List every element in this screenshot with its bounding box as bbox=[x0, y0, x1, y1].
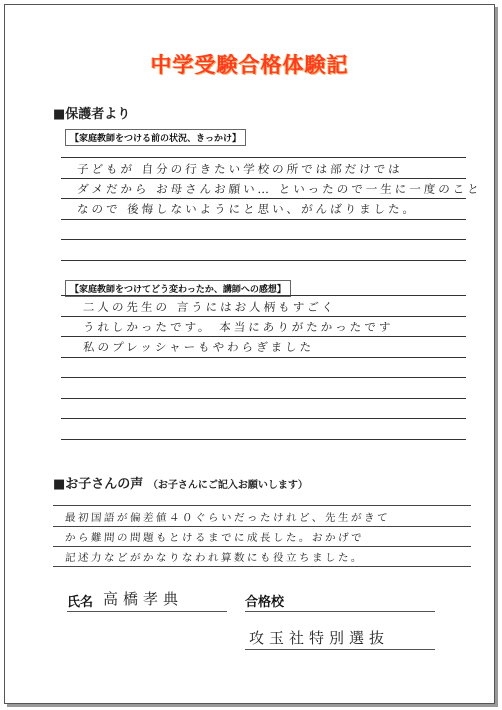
testimonial-sheet bbox=[4, 4, 495, 704]
q1-answer-line-1: 子どもが 自分の行きたい学校の所では部だけでは bbox=[76, 162, 404, 176]
q2-answer-line-3: 私のプレッシャーもやわらぎました bbox=[82, 340, 315, 354]
name-value: 高橋孝典 bbox=[103, 590, 184, 608]
child-answer-line-1: 最初国語が偏差値４０ぐらいだったけれど、先生がきて bbox=[64, 512, 391, 524]
school-underline bbox=[245, 649, 435, 650]
child-section-heading bbox=[53, 473, 308, 492]
q1-prompt: 【家庭教師をつける前の状況、きっかけ】 bbox=[65, 129, 246, 146]
school-label: 合格校 bbox=[245, 595, 285, 610]
child-section-title: ■お子さんの声 bbox=[53, 477, 144, 492]
q1-answer-line-3: なので 後悔しないようにと思い、がんばりました。 bbox=[76, 202, 418, 216]
page-title: 中学受験合格体験記 bbox=[150, 53, 349, 77]
parent-section-heading: ■保護者より bbox=[53, 107, 131, 122]
q2-answer-line-1: 二人の先生の 言うにはお人柄もすごく bbox=[82, 300, 337, 314]
school-value: 攻玉社特別選抜 bbox=[249, 629, 390, 647]
q1-answer-line-2: ダメだから お母さんお願い… といったので一生に一度のこと bbox=[76, 182, 483, 196]
child-section-note: （お子さんにご記入お願いします） bbox=[147, 480, 308, 491]
school-label-underline bbox=[245, 611, 435, 612]
child-answer-line-2: から難問の問題もとけるまでに成長した。おかげで bbox=[64, 532, 365, 544]
name-label: 氏名 bbox=[67, 595, 94, 610]
child-answer-line-3: 記述力などがかなりなわれ算数にも役立ちました。 bbox=[64, 552, 365, 564]
q2-prompt: 【家庭教師をつけてどう変わったか、講師への感想】 bbox=[65, 280, 291, 297]
name-underline bbox=[67, 611, 227, 612]
q2-answer-line-2: うれしかったです。 本当にありがたかったです bbox=[82, 320, 394, 334]
